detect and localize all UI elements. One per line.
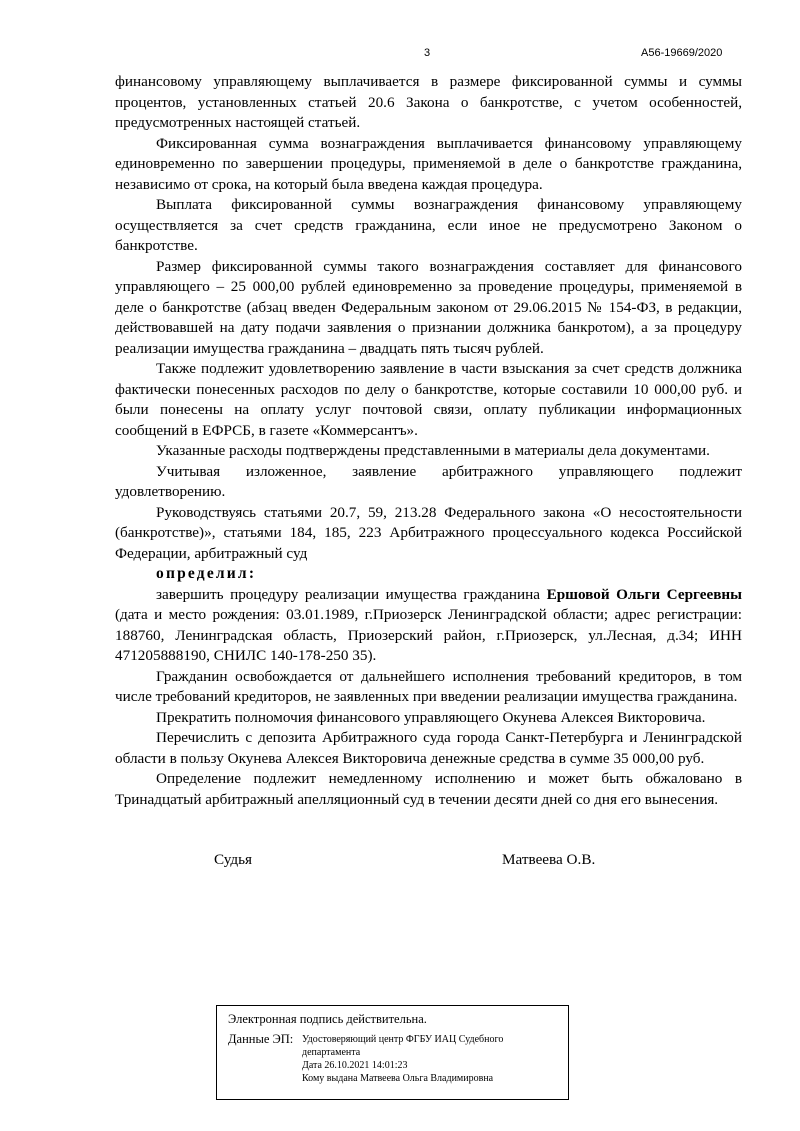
paragraph: Руководствуясь статьями 20.7, 59, 213.28 Федерального закона «О несостоятельности (банкротстве)», статьями 184, 185, 223 Арбитражного процессуального кодекса Российской Федерации, арбитражный суд	[115, 503, 742, 562]
debtor-details: (дата и место рождения: 03.01.1989, г.Приозерск Ленинградской области; адрес регистрации: 188760, Ленинградская область, Приозерский район, г.Приозерск, ул.Лесная, д.34; ИНН 471205888190, СНИЛС 140-178-250 35).	[115, 606, 742, 664]
stamp-line: Дата 26.10.2021 14:01:23	[302, 1060, 408, 1071]
paragraph: Размер фиксированной суммы такого вознаграждения составляет для финансового управляющего – 25 000,00 рублей единовременно за проведение процедуры, применяемой в деле о банкротстве (абзац введен Федеральным законом от 29.06.2015 № 154-ФЗ, в редакции, действовавшей на дату подачи заявления о признании должника банкротом), а за процедуру реализации имущества гражданина – двадцать пять тысяч рублей.	[115, 257, 742, 357]
paragraph: финансовому управляющему выплачивается в размере фиксированной суммы и суммы процентов, установленных статьей 20.6 Закона о банкротстве, с учетом особенностей, предусмотренных настоящей статьей.	[115, 73, 742, 131]
paragraph: Прекратить полномочия финансового управляющего Окунева Алексея Викторовича.	[156, 708, 706, 726]
paragraph: Определение подлежит немедленному исполнению и может быть обжаловано в Тринадцатый арбитражный апелляционный суд в течении десяти дней со дня его вынесения.	[115, 770, 742, 808]
stamp-details	[302, 1033, 503, 1085]
judge-name: Матвеева О.В.	[502, 851, 596, 868]
ruling-lead: завершить процедуру реализации имущества гражданина	[156, 585, 541, 603]
e-signature-stamp	[216, 1005, 569, 1100]
paragraph: Фиксированная сумма вознаграждения выплачивается финансовому управляющему единовременно по завершении процедуры, применяемой в деле о банкротстве гражданина, независимо от срока, на который была введена каждая процедура.	[115, 134, 742, 193]
stamp-title: Электронная подпись действительна.	[228, 1012, 427, 1026]
stamp-label: Данные ЭП:	[228, 1032, 294, 1046]
stamp-line: Кому выдана Матвеева Ольга Владимировна	[302, 1073, 494, 1084]
stamp-line: департамента	[302, 1047, 361, 1058]
paragraph: Также подлежит удовлетворению заявление в части взыскания за счет средств должника фактически понесенных расходов по делу о банкротстве, которые составили 10 000,00 руб. и были понесены на оплату услуг почтовой связи, оплату публикации информационных сообщений в ЕФРСБ, в газете «Коммерсантъ».	[115, 360, 742, 439]
page-number: 3	[424, 47, 431, 59]
paragraph: Гражданин освобождается от дальнейшего исполнения требований кредиторов, в том числе требований кредиторов, не заявленных при введении реализации имущества гражданина.	[115, 667, 742, 705]
judge-title: Судья	[214, 851, 253, 868]
paragraph: Указанные расходы подтверждены представленными в материалы дела документами.	[156, 442, 710, 459]
paragraph: Учитывая изложенное, заявление арбитражного управляющего подлежит удовлетворению.	[115, 462, 742, 500]
paragraph: Выплата фиксированной суммы вознаграждения финансовому управляющему осуществляется за счет средств гражданина, если иное не предусмотрено Законом о банкротстве.	[115, 196, 742, 254]
paragraph: Перечислить с депозита Арбитражного суда города Санкт-Петербурга и Ленинградской области в пользу Окунева Алексея Викторовича денежные средства в сумме 35 000,00 руб.	[115, 729, 742, 767]
document-body	[115, 72, 742, 810]
decree-heading: определил:	[156, 565, 257, 582]
debtor-name: Ершовой Ольги Сергеевны	[546, 585, 743, 603]
case-number: А56-19669/2020	[641, 47, 723, 59]
ruling-paragraph	[115, 585, 742, 667]
stamp-line: Удостоверяющий центр ФГБУ ИАЦ Судебного	[302, 1034, 504, 1045]
